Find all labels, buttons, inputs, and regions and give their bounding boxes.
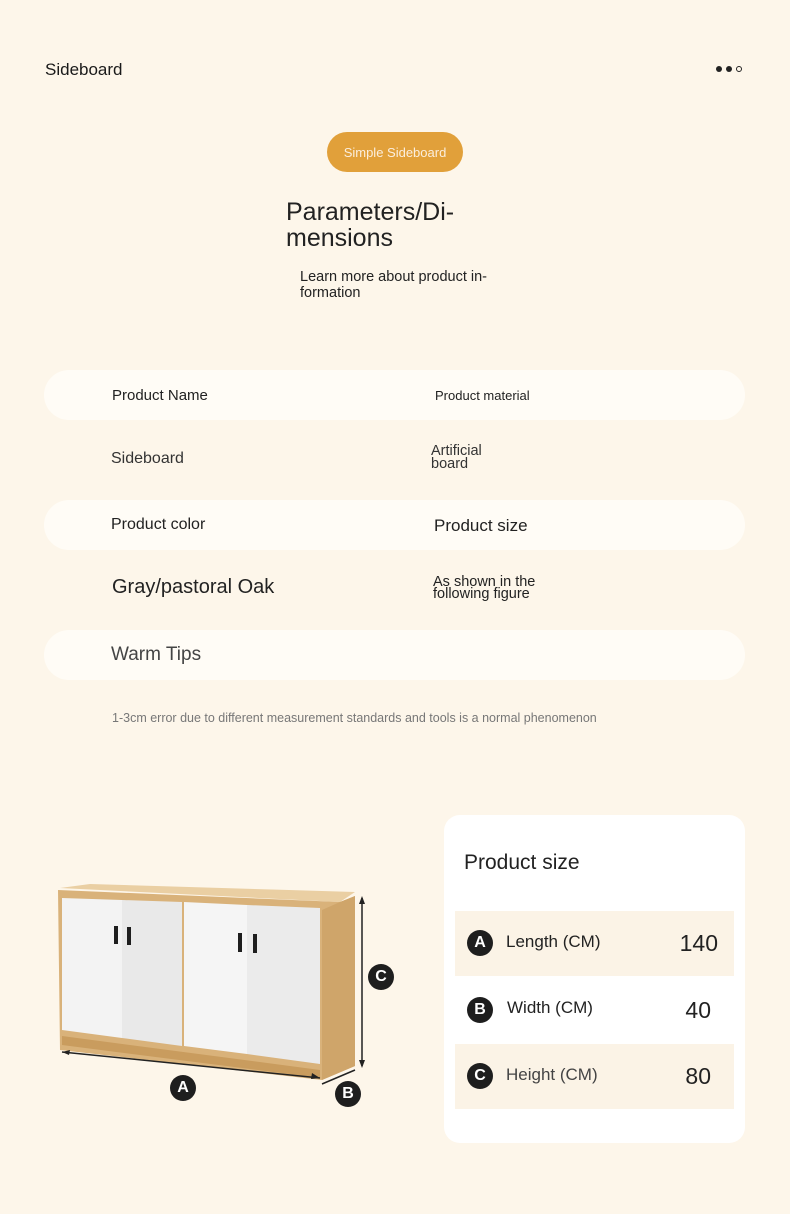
product-size-value: As shown in the following figure — [433, 574, 536, 602]
handle — [238, 933, 242, 952]
size-row-value: 40 — [685, 997, 711, 1023]
page-title: Sideboard — [45, 60, 123, 79]
product-color-value: Gray/pastoral Oak — [112, 576, 275, 598]
badge-c: C — [467, 1063, 493, 1089]
section-subheading: Learn more about product in- formation — [300, 269, 487, 301]
dot — [726, 66, 732, 72]
size-row-length — [455, 911, 734, 976]
door — [122, 900, 182, 1046]
handle — [253, 934, 257, 953]
more-options-icon[interactable] — [716, 64, 746, 74]
product-color-label: Product color — [111, 516, 206, 533]
marker-c: C — [368, 964, 394, 990]
sideboard-diagram — [50, 870, 410, 1120]
product-material-value: Artificial board — [431, 443, 482, 472]
door — [62, 898, 122, 1038]
badge-b: B — [467, 997, 493, 1023]
dot — [716, 66, 722, 72]
warm-tips-label: Warm Tips — [111, 644, 202, 665]
size-row-label: Width (CM) — [507, 998, 593, 1017]
handle — [114, 926, 118, 944]
side-panel — [322, 896, 355, 1080]
product-size-label: Product size — [434, 516, 528, 535]
size-row-width — [455, 978, 734, 1043]
section-heading: Parameters/Di- mensions — [286, 198, 455, 252]
product-name-value: Sideboard — [111, 450, 184, 467]
category-pill: Simple Sideboard — [327, 132, 463, 172]
size-row-value: 80 — [685, 1063, 711, 1089]
product-name-label: Product Name — [112, 387, 208, 404]
badge-a: A — [467, 930, 493, 956]
marker-b: B — [335, 1081, 361, 1107]
door — [247, 905, 320, 1064]
product-material-label: Product material — [435, 388, 530, 403]
warm-tips-text: 1-3cm error due to different measurement standards and tools is a normal phenomenon — [112, 711, 597, 725]
size-row-label: Height (CM) — [506, 1065, 598, 1084]
marker-a: A — [170, 1075, 196, 1101]
door — [184, 902, 247, 1054]
dot — [736, 66, 742, 72]
size-row-height — [455, 1044, 734, 1109]
handle — [127, 927, 131, 945]
size-row-value: 140 — [679, 930, 718, 956]
size-card-title: Product size — [464, 851, 580, 874]
size-row-label: Length (CM) — [506, 932, 601, 951]
